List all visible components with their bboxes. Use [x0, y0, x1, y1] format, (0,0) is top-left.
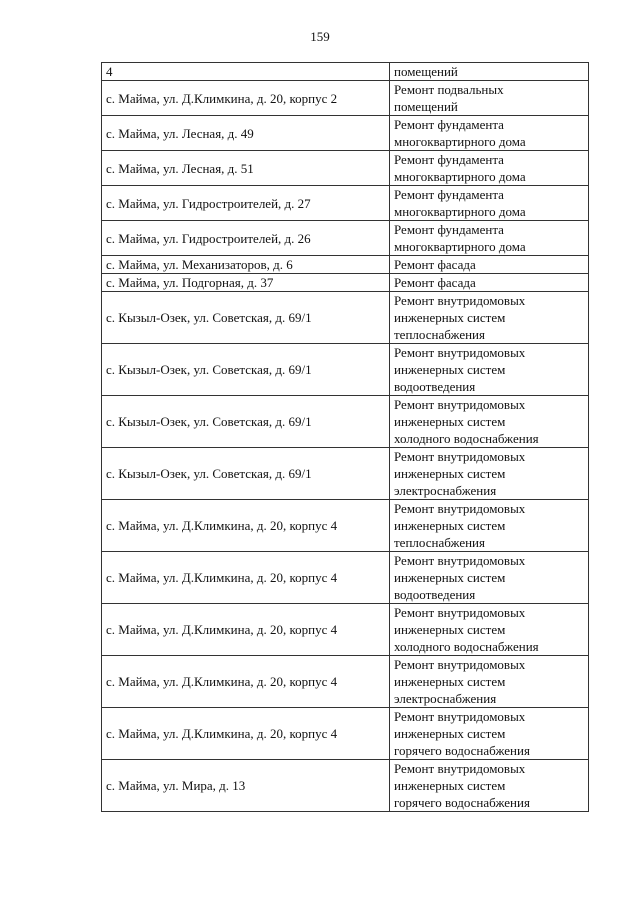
- work-type-line: Ремонт подвальных: [394, 82, 504, 97]
- work-type-line: водоотведения: [394, 379, 476, 394]
- work-type-line: Ремонт внутридомовых: [394, 657, 526, 672]
- work-type-cell: [390, 656, 589, 708]
- table-row: [102, 552, 589, 604]
- work-type-line: водоотведения: [394, 587, 476, 602]
- address-cell: с. Майма, ул. Д.Климкина, д. 20, корпус 4: [102, 552, 390, 604]
- work-type-line: инженерных систем: [394, 726, 506, 741]
- work-type-cell: [390, 151, 589, 186]
- work-type-line: Ремонт внутридомовых: [394, 761, 526, 776]
- address-cell: с. Майма, ул. Лесная, д. 51: [102, 151, 390, 186]
- table-row: [102, 186, 589, 221]
- work-type-line: Ремонт фундамента: [394, 187, 504, 202]
- table-row: [102, 604, 589, 656]
- address-cell: с. Майма, ул. Гидростроителей, д. 27: [102, 186, 390, 221]
- work-type-line: Ремонт внутридомовых: [394, 605, 526, 620]
- work-type-cell: [390, 552, 589, 604]
- work-type-line: многоквартирного дома: [394, 239, 526, 254]
- work-type-cell: [390, 396, 589, 448]
- work-type-cell: [390, 63, 589, 81]
- work-type-cell: [390, 186, 589, 221]
- work-type-cell: [390, 292, 589, 344]
- work-type-cell: [390, 274, 589, 292]
- repair-table: [101, 62, 589, 812]
- work-type-cell: [390, 760, 589, 812]
- work-type-line: Ремонт внутридомовых: [394, 449, 526, 464]
- table-row: [102, 760, 589, 812]
- work-type-cell: [390, 116, 589, 151]
- work-type-line: горячего водоснабжения: [394, 795, 530, 810]
- address-cell: 4: [102, 63, 390, 81]
- table-row: [102, 81, 589, 116]
- work-type-line: теплоснабжения: [394, 327, 485, 342]
- address-cell: с. Майма, ул. Д.Климкина, д. 20, корпус 4: [102, 708, 390, 760]
- work-type-cell: [390, 500, 589, 552]
- work-type-line: инженерных систем: [394, 674, 506, 689]
- work-type-line: холодного водоснабжения: [394, 431, 539, 446]
- table-row: [102, 708, 589, 760]
- work-type-line: многоквартирного дома: [394, 134, 526, 149]
- address-cell: с. Майма, ул. Д.Климкина, д. 20, корпус 4: [102, 500, 390, 552]
- table-row: [102, 344, 589, 396]
- table-row: [102, 151, 589, 186]
- work-type-line: инженерных систем: [394, 518, 506, 533]
- table-row: [102, 256, 589, 274]
- table-row: [102, 500, 589, 552]
- work-type-line: инженерных систем: [394, 362, 506, 377]
- work-type-line: Ремонт внутридомовых: [394, 501, 526, 516]
- table-row: [102, 116, 589, 151]
- work-type-line: Ремонт фундамента: [394, 117, 504, 132]
- work-type-cell: [390, 221, 589, 256]
- work-type-line: Ремонт фасада: [394, 275, 476, 290]
- work-type-line: Ремонт внутридомовых: [394, 553, 526, 568]
- work-type-line: Ремонт внутридомовых: [394, 293, 526, 308]
- work-type-line: Ремонт фундамента: [394, 152, 504, 167]
- work-type-line: инженерных систем: [394, 778, 506, 793]
- work-type-line: инженерных систем: [394, 466, 506, 481]
- table-row: [102, 396, 589, 448]
- work-type-line: электроснабжения: [394, 691, 497, 706]
- work-type-line: инженерных систем: [394, 622, 506, 637]
- table-row: [102, 656, 589, 708]
- address-cell: с. Майма, ул. Д.Климкина, д. 20, корпус 4: [102, 604, 390, 656]
- work-type-cell: [390, 256, 589, 274]
- work-type-cell: [390, 604, 589, 656]
- address-cell: с. Майма, ул. Подгорная, д. 37: [102, 274, 390, 292]
- table-row: [102, 221, 589, 256]
- address-cell: с. Майма, ул. Д.Климкина, д. 20, корпус 4: [102, 656, 390, 708]
- table-body: [102, 63, 589, 812]
- table-row: [102, 292, 589, 344]
- work-type-line: инженерных систем: [394, 414, 506, 429]
- table-row: [102, 448, 589, 500]
- address-cell: с. Кызыл-Озек, ул. Советская, д. 69/1: [102, 448, 390, 500]
- work-type-line: Ремонт внутридомовых: [394, 345, 526, 360]
- table-row: [102, 63, 589, 81]
- work-type-line: Ремонт внутридомовых: [394, 709, 526, 724]
- address-cell: с. Кызыл-Озек, ул. Советская, д. 69/1: [102, 396, 390, 448]
- address-cell: с. Майма, ул. Д.Климкина, д. 20, корпус 2: [102, 81, 390, 116]
- address-cell: с. Кызыл-Озек, ул. Советская, д. 69/1: [102, 344, 390, 396]
- work-type-line: Ремонт фасада: [394, 257, 476, 272]
- work-type-line: многоквартирного дома: [394, 169, 526, 184]
- work-type-line: помещений: [394, 64, 458, 79]
- work-type-line: инженерных систем: [394, 570, 506, 585]
- table-row: [102, 274, 589, 292]
- work-type-line: многоквартирного дома: [394, 204, 526, 219]
- page-number: 159: [310, 29, 330, 44]
- work-type-line: холодного водоснабжения: [394, 639, 539, 654]
- work-type-cell: [390, 81, 589, 116]
- work-type-cell: [390, 708, 589, 760]
- work-type-line: инженерных систем: [394, 310, 506, 325]
- address-cell: с. Кызыл-Озек, ул. Советская, д. 69/1: [102, 292, 390, 344]
- work-type-line: горячего водоснабжения: [394, 743, 530, 758]
- address-cell: с. Майма, ул. Гидростроителей, д. 26: [102, 221, 390, 256]
- work-type-line: теплоснабжения: [394, 535, 485, 550]
- address-cell: с. Майма, ул. Мира, д. 13: [102, 760, 390, 812]
- address-cell: с. Майма, ул. Механизаторов, д. 6: [102, 256, 390, 274]
- work-type-line: помещений: [394, 99, 458, 114]
- work-type-line: Ремонт фундамента: [394, 222, 504, 237]
- work-type-cell: [390, 344, 589, 396]
- work-type-cell: [390, 448, 589, 500]
- work-type-line: электроснабжения: [394, 483, 497, 498]
- work-type-line: Ремонт внутридомовых: [394, 397, 526, 412]
- address-cell: с. Майма, ул. Лесная, д. 49: [102, 116, 390, 151]
